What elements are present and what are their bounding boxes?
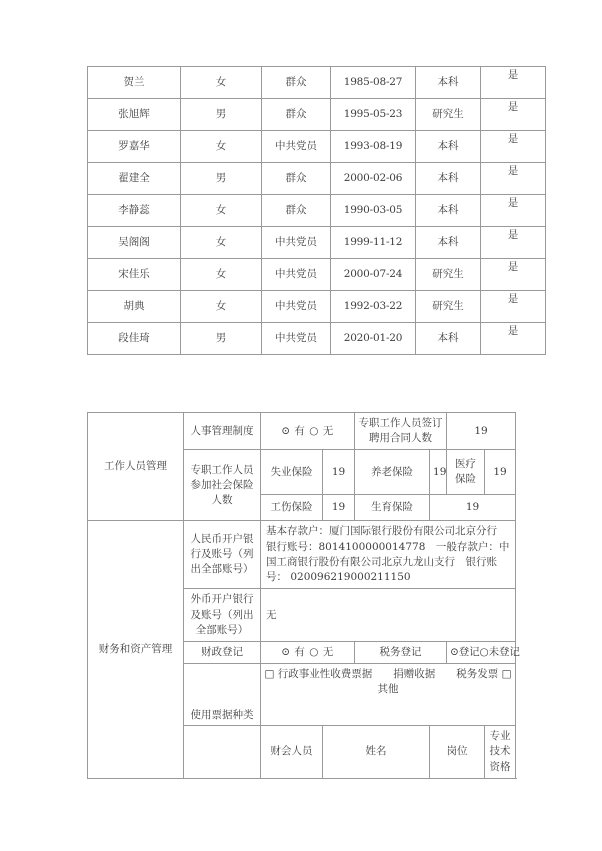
cell-education: 研究生: [416, 291, 481, 323]
table-row: [88, 323, 546, 355]
table-row: [88, 163, 546, 195]
label-contract-count: 专职工作人员签订聘用合同人数: [355, 413, 447, 450]
cell-fulltime: 是: [481, 163, 546, 195]
cell-sex: 女: [181, 67, 262, 99]
cell-education: 本科: [416, 163, 481, 195]
cell-name: 罗嘉华: [88, 131, 181, 163]
cell-education: 本科: [416, 131, 481, 163]
label-fiscal-registration: 财政登记: [184, 641, 261, 663]
value-injury-insurance: 19: [323, 494, 355, 520]
table-row: [88, 195, 546, 227]
label-injury-insurance: 工伤保险: [261, 494, 323, 520]
cell-sex: 女: [181, 291, 262, 323]
cell-name: 宋佳乐: [88, 259, 181, 291]
cell-education: 本科: [416, 227, 481, 259]
cell-party: 群众: [262, 99, 331, 131]
table-row: [88, 131, 546, 163]
cell-sex: 男: [181, 99, 262, 131]
cell-birthdate: 1992-03-22: [331, 291, 416, 323]
cell-education: 本科: [416, 195, 481, 227]
label-hr-system: 人事管理制度: [184, 413, 261, 450]
cell-education: 本科: [416, 67, 481, 99]
cell-birthdate: 1999-11-12: [331, 227, 416, 259]
value-unemployment-insurance: 19: [323, 450, 355, 495]
cell-party: 群众: [262, 163, 331, 195]
cell-sex: 女: [181, 259, 262, 291]
cell-fulltime: 是: [481, 227, 546, 259]
label-social-insurance-count: 专职工作人员参加社会保险人数: [184, 450, 261, 521]
cell-birthdate: 1995-05-23: [331, 99, 416, 131]
value-fiscal-registration-radio-group[interactable]: ⊙ 有 ○ 无: [261, 641, 355, 663]
label-tax-registration: 税务登记: [355, 641, 447, 663]
row-hr-system: [88, 413, 516, 450]
cell-party: 中共党员: [262, 259, 331, 291]
cell-fulltime: 是: [481, 99, 546, 131]
cell-party: 中共党员: [262, 291, 331, 323]
cell-fulltime: 是: [481, 67, 546, 99]
label-maternity-insurance: 生育保险: [355, 494, 430, 520]
value-maternity-insurance: 19: [430, 494, 516, 520]
value-contract-count: 19: [447, 413, 516, 450]
header-accountant-name: 姓名: [323, 726, 430, 779]
row-rmb-bank-account: [88, 521, 516, 589]
cell-birthdate: 2020-01-20: [331, 323, 416, 355]
section-label-finance-management: 财务和资产管理: [88, 521, 184, 778]
cell-birthdate: 2000-07-24: [331, 259, 416, 291]
cell-name: 胡典: [88, 291, 181, 323]
cell-birthdate: 1993-08-19: [331, 131, 416, 163]
cell-education: 研究生: [416, 99, 481, 131]
table-row: [88, 67, 546, 99]
label-foreign-currency-bank-account: 外币开户银行及账号（列出全部账号）: [184, 589, 261, 642]
label-unemployment-insurance: 失业保险: [261, 450, 323, 495]
cell-name: 吴阁阁: [88, 227, 181, 259]
table-row: [88, 99, 546, 131]
personnel-roster-table: [87, 66, 546, 355]
cell-fulltime: 是: [481, 131, 546, 163]
label-medical-insurance: 医疗保险: [447, 450, 485, 495]
label-receipt-types: 使用票据种类: [184, 664, 261, 726]
cell-sex: 女: [181, 227, 262, 259]
cell-name: 李静蕊: [88, 195, 181, 227]
cell-name: 翟建全: [88, 163, 181, 195]
cell-fulltime: 是: [481, 323, 546, 355]
value-receipt-types-checkbox-group[interactable]: □ 行政事业性收费票据 捐赠收据 税务发票 □ 其他: [261, 664, 516, 726]
cell-fulltime: 是: [481, 259, 546, 291]
cell-party: 中共党员: [262, 131, 331, 163]
cell-birthdate: 1985-08-27: [331, 67, 416, 99]
management-info-table: [87, 412, 520, 779]
label-pension-insurance: 养老保险: [355, 450, 430, 495]
cell-education: 本科: [416, 323, 481, 355]
value-rmb-bank-account: 基本存款户：厦门国际银行股份有限公司北京分行 银行账号：8014100000014778 一般存款户：中国工商银行股份有限公司北京九龙山支行 银行账号： 020096219000211150: [261, 521, 516, 589]
cell-party: 中共党员: [262, 323, 331, 355]
header-accountant-post: 岗位: [430, 726, 485, 779]
table-row: [88, 227, 546, 259]
cell-sex: 男: [181, 163, 262, 195]
cell-sex: 女: [181, 195, 262, 227]
cell-fulltime: 是: [481, 195, 546, 227]
cell-education: 研究生: [416, 259, 481, 291]
cell-birthdate: 1990-03-05: [331, 195, 416, 227]
table-row: [88, 259, 546, 291]
cell-party: 群众: [262, 195, 331, 227]
value-tax-registration-radio-group[interactable]: ⊙登记○未登记: [447, 641, 516, 663]
cell-name: 张旭辉: [88, 99, 181, 131]
value-foreign-currency-bank-account: 无: [261, 589, 516, 642]
label-accountant: 财会人员: [261, 726, 323, 779]
value-hr-system-radio-group[interactable]: ⊙ 有 ○ 无: [261, 413, 355, 450]
cell-fulltime: 是: [481, 291, 546, 323]
cell-birthdate: 2000-02-06: [331, 163, 416, 195]
cell-name: 段佳琦: [88, 323, 181, 355]
cell-sex: 女: [181, 131, 262, 163]
header-accountant-certificate: 专业技术资格: [485, 726, 516, 779]
label-rmb-bank-account: 人民币开户银行及账号（列出全部账号）: [184, 521, 261, 589]
blank-cell-left: [184, 726, 261, 779]
table-row: [88, 291, 546, 323]
section-label-staff-management: 工作人员管理: [88, 413, 184, 521]
value-medical-insurance: 19: [485, 450, 516, 495]
value-pension-insurance: 19: [430, 450, 447, 495]
cell-name: 贺兰: [88, 67, 181, 99]
cell-sex: 男: [181, 323, 262, 355]
cell-party: 中共党员: [262, 227, 331, 259]
cell-party: 群众: [262, 67, 331, 99]
